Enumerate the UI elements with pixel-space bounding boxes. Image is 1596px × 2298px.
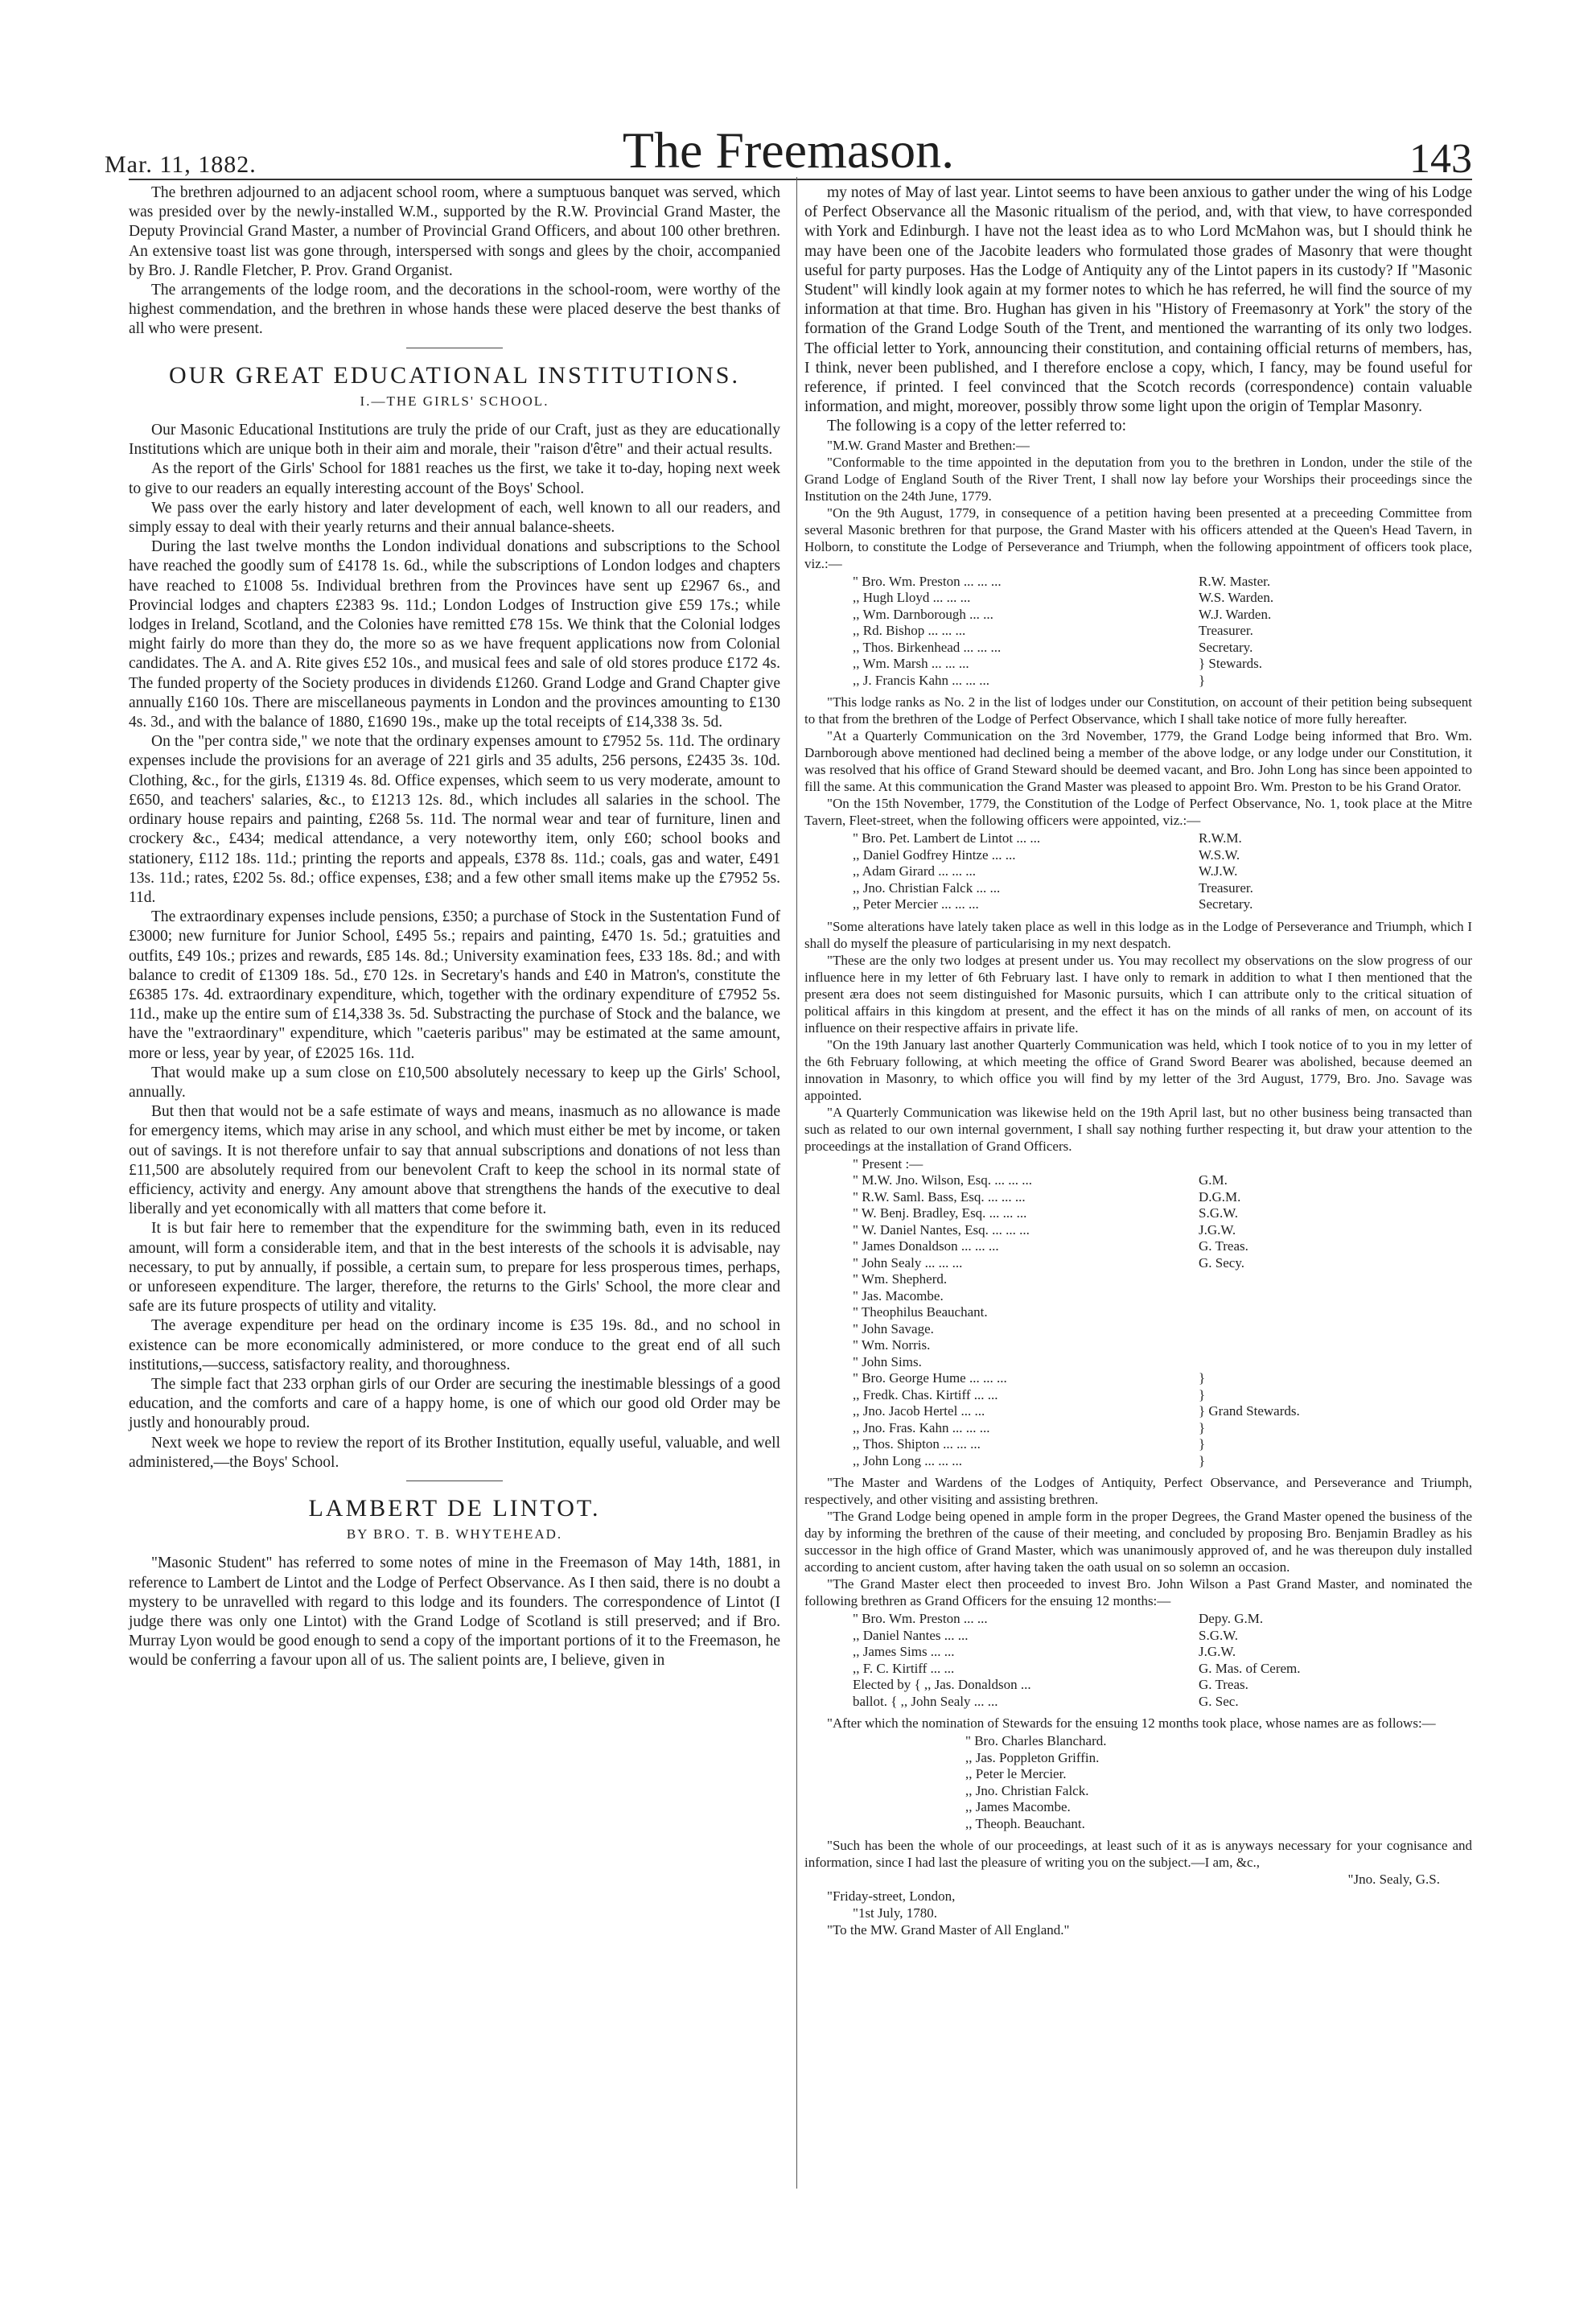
list-item: " John Sims. [853,1353,922,1369]
list-item: " Bro. George Hume ... ... ... } [853,1370,1206,1386]
list-item: " James Donaldson ... ... ... G. Treas. [853,1238,1248,1254]
article-paragraph: The extraordinary expenses include pensions, £350; a purchase of Stock in the Sustentation Fund of £3000; new furniture for Junior School, £495 5s.; repairs and painting, £470 1s. 5d.; gratuities and outfits, £49 10s.; prizes and rewards, £85 14s. 8d.; University examination fees, £33 18s. 8d.; and with balance to credit of £1309 18s. 5d., £70 12s. in Secretary's hands and £40 in Matron's, constitute the £6385 17s. 4d. extraordinary expenditure, which, together with the ordinary expenditure of £7952 5s. 11d., make up the entire sum of £14,338 3s. 5d. Substracting the purchase of Stock and the balance, we have the "extraordinary" expenditure, which "caeteris paribus" may be estimated at the same amount, more or less, year by year, of £2025 16s. 11d. [129,908,780,1062]
article-paragraph: We pass over the early history and later development of each, well known to all our readers, and simply essay to deal with their yearly returns and their annual balance-sheets. [129,499,780,537]
letter-paragraph: "The Grand Lodge being opened in ample form in the proper Degrees, the Grand Master opened the business of the day by informing the brethren of the cause of their meeting, and concluded by proposing Bro. Benjamin Bradley as his successor in the high office of Grand Master, which was unanimously approved of, and he was thereupon duly installed according to ancient custom, after having taken the oath usual on so solemn an occasion. [804,1509,1472,1575]
list-item: " Wm. Norris. [853,1337,931,1353]
section-heading-lintot: LAMBERT DE LINTOT. [308,1495,601,1522]
list-item: " Jas. Macombe. [853,1287,944,1303]
letter-paragraph: "These are the only two lodges at present under us. You may recollect my observations on the slow progress of our influence here in my letter of 6th February last. I have only to remark in addition to what I then mentioned that the present æra does not seem distinguished for Masonic pursuits, which I can attribute only to the critical situation of political affairs in this kingdom at present, and the effect it has on the minds of all ranks of men, on account of its influence on their respective affairs in private life. [804,952,1472,1036]
section-subheading: I.—THE GIRLS' SCHOOL. [360,393,549,409]
list-item: ,, Fredk. Chas. Kirtiff ... ... } [853,1386,1206,1402]
article-paragraph: As the report of the Girls' School for 1881 reaches us the first, we take it to-day, hoping next week to give to our readers an equally interesting account of the Boys' School. [129,460,780,497]
list-item: ,, James Sims ... ... J.G.W. [853,1644,1236,1660]
list-item: ,, F. C. Kirtiff ... ... G. Mas. of Cerem. [853,1660,1301,1676]
article-paragraph: On the "per contra side," we note that the ordinary expenses amount to £7952 5s. 11d. The ordinary expenses include the provisions for an average of 221 girls and 35 adults, 256 persons, £2435 3s. 10d. Clothing, &c., for the girls, £1319 4s. 8d. Office expenses, which seem to us very moderate, amount to £650, and teachers' salaries, &c., to £1213 12s. 8d., which includes all salaries in the school. The ordinary house repairs and painting, £268 5s. 11d. The normal wear and tear of furniture, linen and crockery &c., £434; medical attendance, a very noteworthy item, only £60; school books and stationery, £112 18s. 11d.; printing the reports and appeals, £378 8s. 11d.; coals, gas and water, £491 13s. 11d.; rates, £202 5s. 8d.; office expenses, £38; and a few other small items make up the £7952 5s. 11d. [129,733,780,906]
list-item: ,, Jno. Jacob Hertel ... ... } Grand Stewards. [853,1403,1300,1419]
list-item: " John Savage. [853,1320,934,1336]
article-paragraph: But then that would not be a safe estimate of ways and means, inasmuch as no allowance is made for emergency items, which may arise in any school, and which must either be met by income, or taken out of savings. It is not therefore unfair to say that annual subscriptions and donations of not less than £11,500 are absolutely required from our benevolent Craft to keep the school in its normal state of efficiency, activity and energy. Any amount above that strengthens the hands of the executive to deal liberally and yet economically with all matters that come before it. [129,1103,780,1218]
article-paragraph: Our Masonic Educational Institutions are truly the pride of our Craft, just as they are educationally Institutions which are unique both in their aim and morale, their "raison d'être" and their actual results. [129,422,780,459]
issue-date: Mar. 11, 1882. [105,151,257,178]
column-divider [796,177,797,2189]
list-item: " W. Daniel Nantes, Esq. ... ... ... J.G.W. [853,1221,1236,1238]
list-item: ,, J. Francis Kahn ... ... ... } [853,672,1206,688]
letter-paragraph: "At a Quarterly Communication on the 3rd November, 1779, the Grand Lodge being informed that Bro. Wm. Darnborough above mentioned had declined being a member of the above lodge, or any lodge under our Constitution, it was resolved that his office of Grand Steward should be deemed vacant, and Bro. John Long has since been appointed to fill the same. At this communication the Grand Master was pleased to appoint Bro. Wm. Preston to be his Grand Orator. [804,728,1472,795]
letter-paragraph: "On the 15th November, 1779, the Constitution of the Lodge of Perfect Observance, No. 1, took place at the Mitre Tavern, Fleet-street, when the following officers were appointed, viz.:— [804,796,1472,829]
list-item: ,, Wm. Darnborough ... ... W.J. Warden. [853,606,1272,622]
list-item: ballot. { ,, John Sealy ... ... G. Sec. [853,1693,1239,1709]
letter-recipient: "To the MW. Grand Master of All England." [827,1922,1070,1938]
list-item: " John Sealy ... ... ... G. Secy. [853,1254,1244,1270]
stewards-list [965,1733,1472,1832]
list-item: ,, Adam Girard ... ... ... W.J.W. [853,863,1238,879]
article-paragraph: my notes of May of last year. Lintot seems to have been anxious to gather under the wing of his Lodge of Perfect Observance all the Masonic ritualism of the period, and, with that view, to have corresponded with York and Edinburgh. I have not the least idea as to who Lord McMahon was, but I should think he may have been one of the Jacobite leaders who formulated those grades of Masonry that were thought useful for party purposes. Has the Lodge of Antiquity any of the Lintot papers in its custody? If "Masonic Student" will kindly look again at my former notes to which he has referred, he will find the source of my information at that time. Bro. Hughan has given in his "History of Freemasonry at York" the story of the formation of the Grand Lodge South of the Trent, and mentioned the warranting of its only two lodges. The official letter to York, announcing their constitution, and containing official returns of members, has, I think, never been published, and I therefore enclose a copy, which, I fancy, may be found useful for reference, if printed. I feel convinced that the Scotch records (correspondence) contain valuable information, and might, moreover, possibly throw some light upon the origin of Templar Masonry. [804,184,1472,416]
letter-paragraph: "After which the nomination of Stewards for the ensuing 12 months took place, whose names are as follows:— [827,1715,1436,1732]
list-item: ,, James Macombe. [965,1799,1071,1815]
masthead-rule [129,179,1472,180]
letter-date: "1st July, 1780. [853,1905,938,1921]
list-item: " M.W. Jno. Wilson, Esq. ... ... ... G.M. [853,1172,1228,1188]
list-item: " W. Benj. Bradley, Esq. ... ... ... S.G.W. [853,1205,1238,1221]
list-item: ,, Daniel Godfrey Hintze ... ... W.S.W. [853,846,1240,863]
article-paragraph: It is but fair here to remember that the expenditure for the swimming bath, even in its reduced amount, will form a considerable item, and that in the best interests of the schools it is advisable, nay necessary, to put by annually, if possible, a certain sum, to prepare for less prosperous times, perhaps, or unforeseen expenditure. The larger, therefore, the returns to the Girls' School, the more clear and safe are its future prospects of utility and vitality. [129,1220,780,1316]
list-item: " Bro. Pet. Lambert de Lintot ... ... R.W.M. [853,830,1242,846]
list-item: " Bro. Wm. Preston ... ... Depy. G.M. [853,1611,1264,1627]
list-item: Elected by { ,, Jas. Donaldson ... G. Treas. [853,1677,1248,1693]
present-label: " Present :— [853,1155,923,1172]
article-paragraph: During the last twelve months the London individual donations and subscriptions to the School have reached the goodly sum of £4178 1s. 6d., while the subscriptions of London lodges and chapters have reached to £1008 5s. Individual brethren from the Provinces have sent up £2967 6s., and Provincial lodges and chapters £2383 9s. 11d.; London Lodges of Instruction give £59 17s.; while lodges in Ireland, Scotland, and the Colonies have remitted £78 15s. We think that the Colonial lodges might fairly do more than they do, the more so as we have frequent applications now from Colonial candidates. The A. and A. Rite gives £52 10s., and musical fees and sale of old stores produce £172 4s. The funded property of the Society produces in dividends £1260. Grand Lodge and Grand Chapter give annually £160 10s. There are miscellaneous payments in London and the provinces amounting to £130 4s. 3d., and with the balance of 1880, £1690 19s., make up the total receipts of £14,338 3s. 5d. [129,538,780,731]
officers-list-perfect-observance [853,830,1472,913]
list-item: ,, Hugh Lloyd ... ... ... W.S. Warden. [853,590,1274,606]
masthead [105,121,1472,193]
list-item: " Bro. Charles Blanchard. [965,1733,1107,1749]
letter-paragraph: "Some alterations have lately taken place as well in this lodge as in the Lodge of Perseverance and Triumph, which I shall do myself the pleasure of particularising in my next despatch. [804,918,1472,951]
newspaper-title: The Freemason. [622,121,955,179]
article-paragraph: The average expenditure per head on the ordinary income is £35 19s. 8d., and no school in existence can be more economically administered, or more conduce to the great end of all such institutions,—success, satisfactory reality, and thoroughness. [129,1317,780,1373]
list-item: ,, Daniel Nantes ... ... S.G.W. [853,1627,1238,1643]
letter-address: "Friday-street, London, [827,1888,956,1905]
list-item: " Bro. Wm. Preston ... ... ... R.W. Master. [853,573,1271,589]
list-item: ,, Wm. Marsh ... ... ... } Stewards. [853,656,1262,672]
article-byline: BY BRO. T. B. WHYTEHEAD. [346,1526,563,1542]
letter-signature: "Jno. Sealy, G.S. [1347,1872,1440,1888]
letter-paragraph: "Conformable to the time appointed in the deputation from you to the brethren in London, under the stile of the Grand Lodge of England South of the River Trent, I shall now lay before your Worships their proceedings since the Institution on the 24th June, 1779. [804,454,1472,504]
officers-list-perseverance [853,574,1472,690]
article-paragraph: The following is a copy of the letter referred to: [827,418,1126,435]
list-item: ,, Jno. Christian Falck ... ... Treasurer. [853,879,1253,896]
intro-paragraph: The brethren adjourned to an adjacent school room, where a sumptuous banquet was served, which was presided over by the newly-installed W.M., supported by the R.W. Provincial Grand Master, the Deputy Provincial Grand Master, a number of Provincial Grand Officers, and about 100 other brethren. An extensive toast list was gone through, interspersed with songs and glees by the choir, accompanied by Bro. J. Randle Fletcher, P. Prov. Grand Organist. [129,184,780,279]
article-paragraph: The simple fact that 233 orphan girls of our Order are securing the inestimable blessings of a good education, and the comforts and care of a happy home, is one of which our good old Order may be justly and honourably proud. [129,1375,780,1432]
article-paragraph: That would make up a sum close on £10,500 absolutely necessary to keep up the Girls' School, annually. [129,1064,780,1101]
letter-paragraph: "This lodge ranks as No. 2 in the list of lodges under our Constitution, on account of their petition being subsequent to that from the brethren of the Lodge of Perfect Observance, which I shall take notice of more fully hereafter. [804,694,1472,727]
article-paragraph: "Masonic Student" has referred to some notes of mine in the Freemason of May 14th, 1881, in reference to Lambert de Lintot and the Lodge of Perfect Observance. As I then said, there is no doubt a mystery to be unravelled with regard to this lodge and its founders. The correspondence of Lintot (I judge there was only one Lintot) with the Grand Lodge of Scotland is still preserved; and if Bro. Murray Lyon would be good enough to send a copy of the important portions of it to the Freemason, he would be conferring a favour upon all of us. The salient points are, I believe, given in [129,1555,780,1670]
letter-paragraph: "On the 9th August, 1779, in consequence of a petition having been presented at a preceeding Committee from several Masonic brethren for that purpose, the Grand Master with his officers attended at the Queen's Head Tavern, in Holborn, to constitute the Lodge of Perseverance and Triumph, when the following appointment of officers took place, viz.:— [804,504,1472,571]
left-column [129,183,780,1671]
intro-paragraph: The arrangements of the lodge room, and the decorations in the school-room, were worthy of the highest commendation, and the brethren in whose hands these were placed deserve the best thanks of all who were present. [129,282,780,338]
section-heading-institutions: OUR GREAT EDUCATIONAL INSTITUTIONS. [169,361,740,389]
list-item: ,, Jno. Fras. Kahn ... ... ... } [853,1419,1206,1435]
list-item: ,, Peter le Mercier. [965,1766,1067,1782]
present-list [853,1156,1472,1470]
letter-paragraph: "On the 19th January last another Quarterly Communication was held, which I took notice of to you in my letter of the 6th February following, at which meeting the office of Grand Sword Bearer was abolished, because deemed an innovation in Masonry, to which office you will find by my letter of the 3rd August, 1779, Bro. Jno. Savage was appointed. [804,1036,1472,1103]
letter-paragraph: "The Master and Wardens of the Lodges of Antiquity, Perfect Observance, and Perseverance and Triumph, respectively, and other visiting and assisting brethren. [804,1475,1472,1508]
list-item: ,, Thos. Shipton ... ... ... } [853,1436,1206,1452]
right-column [804,183,1472,1938]
list-item: ,, Rd. Bishop ... ... ... Treasurer. [853,623,1253,639]
letter-paragraph: "The Grand Master elect then proceeded to invest Bro. John Wilson a Past Grand Master, and nominated the following brethren as Grand Officers for the ensuing 12 months:— [804,1576,1472,1609]
article-paragraph: Next week we hope to review the report of its Brother Institution, equally useful, valuable, and well administered,—the Boys' School. [129,1434,780,1471]
list-item: ,, Jas. Poppleton Griffin. [965,1749,1100,1765]
list-item: ,, John Long ... ... ... } [853,1452,1206,1468]
list-item: ,, Jno. Christian Falck. [965,1782,1089,1798]
list-item: ,, Thos. Birkenhead ... ... ... Secretary. [853,639,1253,655]
page-number: 143 [1409,136,1472,182]
letter-paragraph: "Such has been the whole of our proceedings, at least such of it as is anyways necessary for your cognisance and information, since I had last the pleasure of writing you on the subject.—I am, &c., [804,1838,1472,1871]
letter-paragraph: "A Quarterly Communication was likewise held on the 19th April last, but no other business being transacted than such as related to our own internal government, I shall say nothing further respecting it, but draw your attention to the proceedings at the installation of Grand Officers. [804,1104,1472,1154]
grand-officers-list [853,1611,1472,1710]
list-item: " Wm. Shepherd. [853,1271,948,1287]
list-item: ,, Peter Mercier ... ... ... Secretary. [853,896,1253,912]
letter-salutation: "M.W. Grand Master and Brethen:— [827,437,1030,453]
list-item: " R.W. Saml. Bass, Esq. ... ... ... D.G.M. [853,1188,1241,1205]
list-item: ,, Theoph. Beauchant. [965,1815,1085,1831]
list-item: " Theophilus Beauchant. [853,1304,988,1320]
